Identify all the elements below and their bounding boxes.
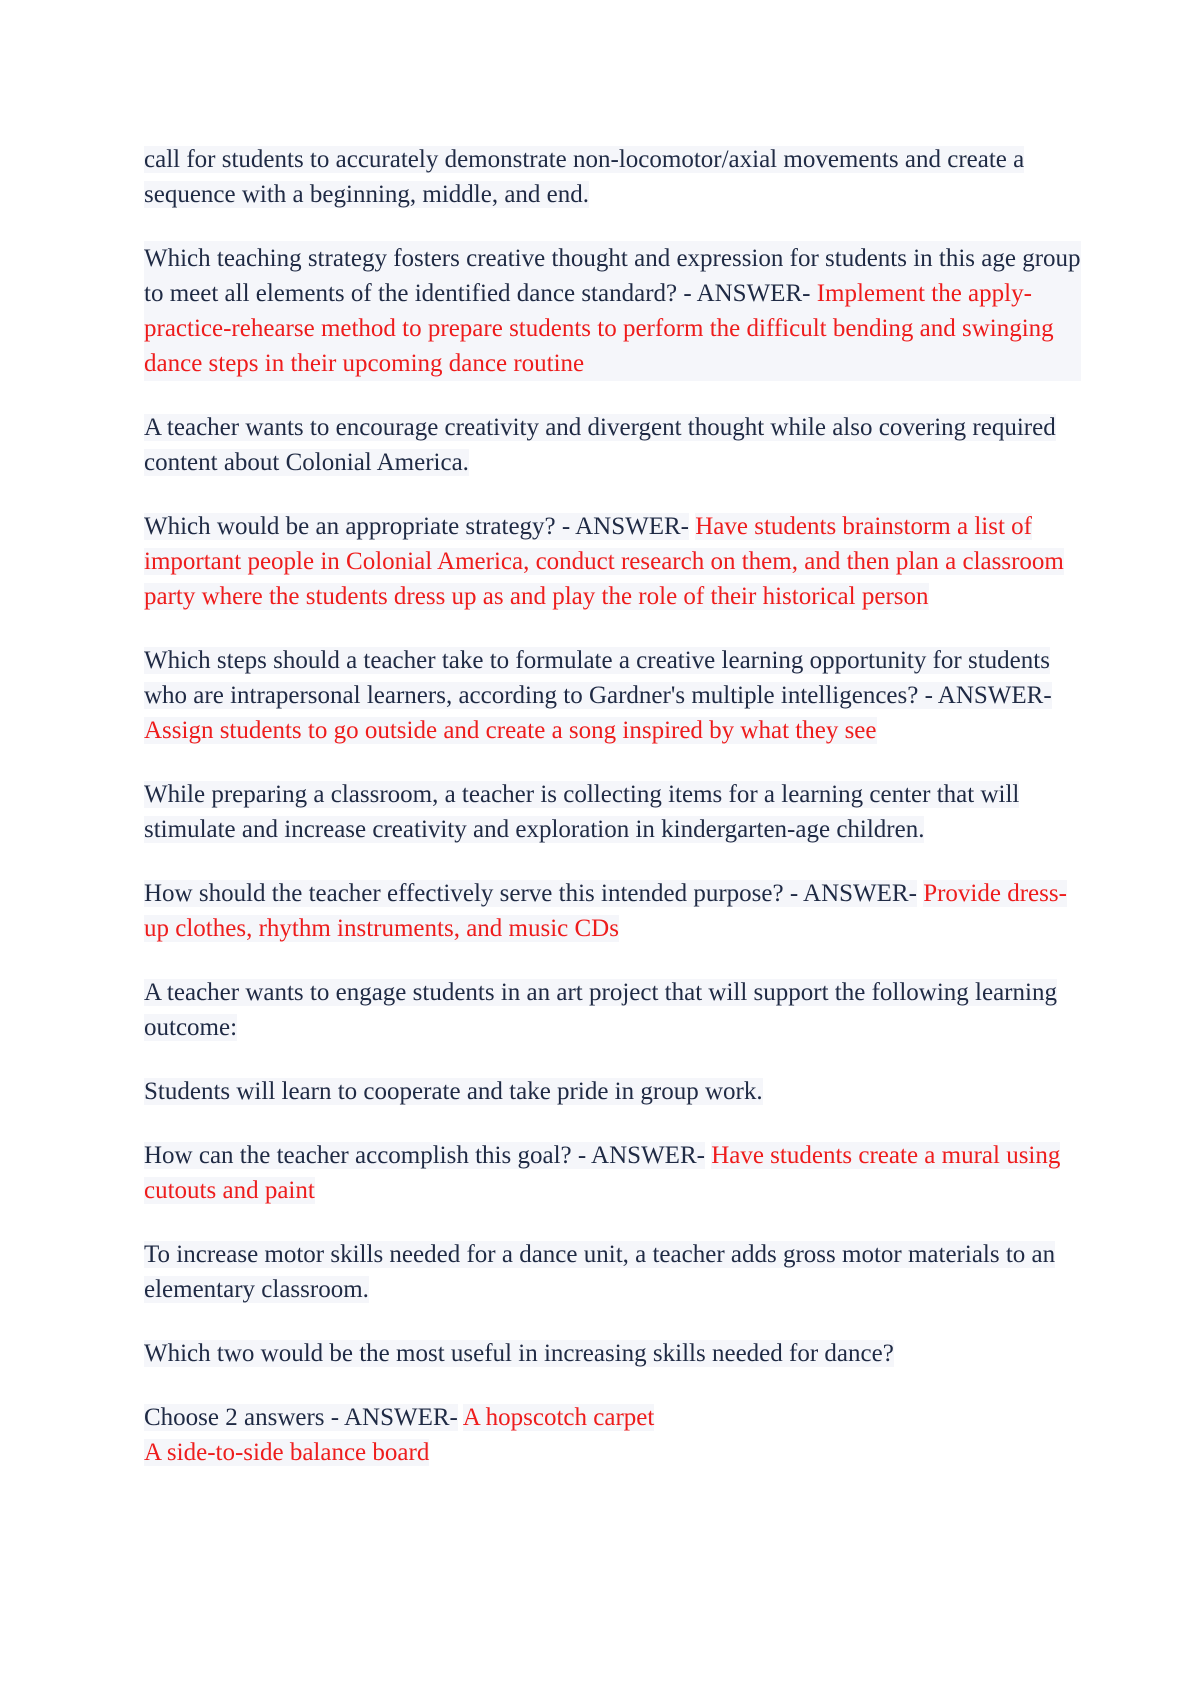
question-text: While preparing a classroom, a teacher is collecting items for a learning center that will stimulate and increase creativity and exploration in kindergarten-age children. xyxy=(144,781,1020,843)
question-text: How should the teacher effectively serve this intended purpose? - ANSWER- xyxy=(144,880,917,907)
answer-text: A hopscotch carpet xyxy=(462,1404,655,1431)
paragraph-p1 xyxy=(144,142,1084,212)
paragraph-p4 xyxy=(144,509,1084,614)
question-text: Choose 2 answers - ANSWER- xyxy=(144,1404,458,1431)
paragraph-p12 xyxy=(144,1336,1084,1371)
answer-text: Have students brainstorm a list of important people in Colonial America, conduct research on them, and then plan a classroom party where the students dress up as and play the role of their historical person xyxy=(144,513,1064,610)
qa-block xyxy=(144,241,1081,381)
answer-text: Provide dress-up clothes, rhythm instruments, and music CDs xyxy=(144,880,1067,942)
paragraph-p9 xyxy=(144,1074,1084,1109)
question-text: Which teaching strategy fosters creative thought and expression for students in this age group to meet all elements of the identified dance standard? - ANSWER- xyxy=(144,245,1081,307)
question-text: A teacher wants to encourage creativity and divergent thought while also covering required content about Colonial America. xyxy=(144,414,1056,476)
question-text: Which would be an appropriate strategy? - ANSWER- xyxy=(144,513,689,540)
paragraph-p2 xyxy=(144,241,1084,381)
question-text: Which two would be the most useful in increasing skills needed for dance? xyxy=(144,1340,894,1367)
answer-text: Have students create a mural using cutouts and paint xyxy=(144,1142,1061,1204)
paragraph-p13 xyxy=(144,1400,1084,1470)
paragraph-p7 xyxy=(144,876,1084,946)
document-page xyxy=(144,142,1084,1499)
question-text: To increase motor skills needed for a dance unit, a teacher adds gross motor materials to an elementary classroom. xyxy=(144,1241,1056,1303)
paragraph-p11 xyxy=(144,1237,1084,1307)
answer-text: Implement the apply-practice-rehearse method to prepare students to perform the difficult bending and swinging dance steps in their upcoming dance routine xyxy=(144,280,1054,377)
question-text: Which steps should a teacher take to formulate a creative learning opportunity for students who are intrapersonal learners, according to Gardner's multiple intelligences? - ANSWER- xyxy=(144,647,1052,709)
question-text: call for students to accurately demonstrate non-locomotor/axial movements and create a sequence with a beginning, middle, and end. xyxy=(144,146,1025,208)
answer-text-line-2: A side-to-side balance board xyxy=(144,1439,430,1466)
answer-text: Assign students to go outside and create a song inspired by what they see xyxy=(144,717,877,744)
question-text: Students will learn to cooperate and take pride in group work. xyxy=(144,1078,763,1105)
paragraph-p5 xyxy=(144,643,1084,748)
paragraph-p6 xyxy=(144,777,1084,847)
question-text: A teacher wants to engage students in an art project that will support the following learning outcome: xyxy=(144,979,1057,1041)
paragraph-p8 xyxy=(144,975,1084,1045)
paragraph-p10 xyxy=(144,1138,1084,1208)
question-text: How can the teacher accomplish this goal? - ANSWER- xyxy=(144,1142,705,1169)
paragraph-p3 xyxy=(144,410,1084,480)
